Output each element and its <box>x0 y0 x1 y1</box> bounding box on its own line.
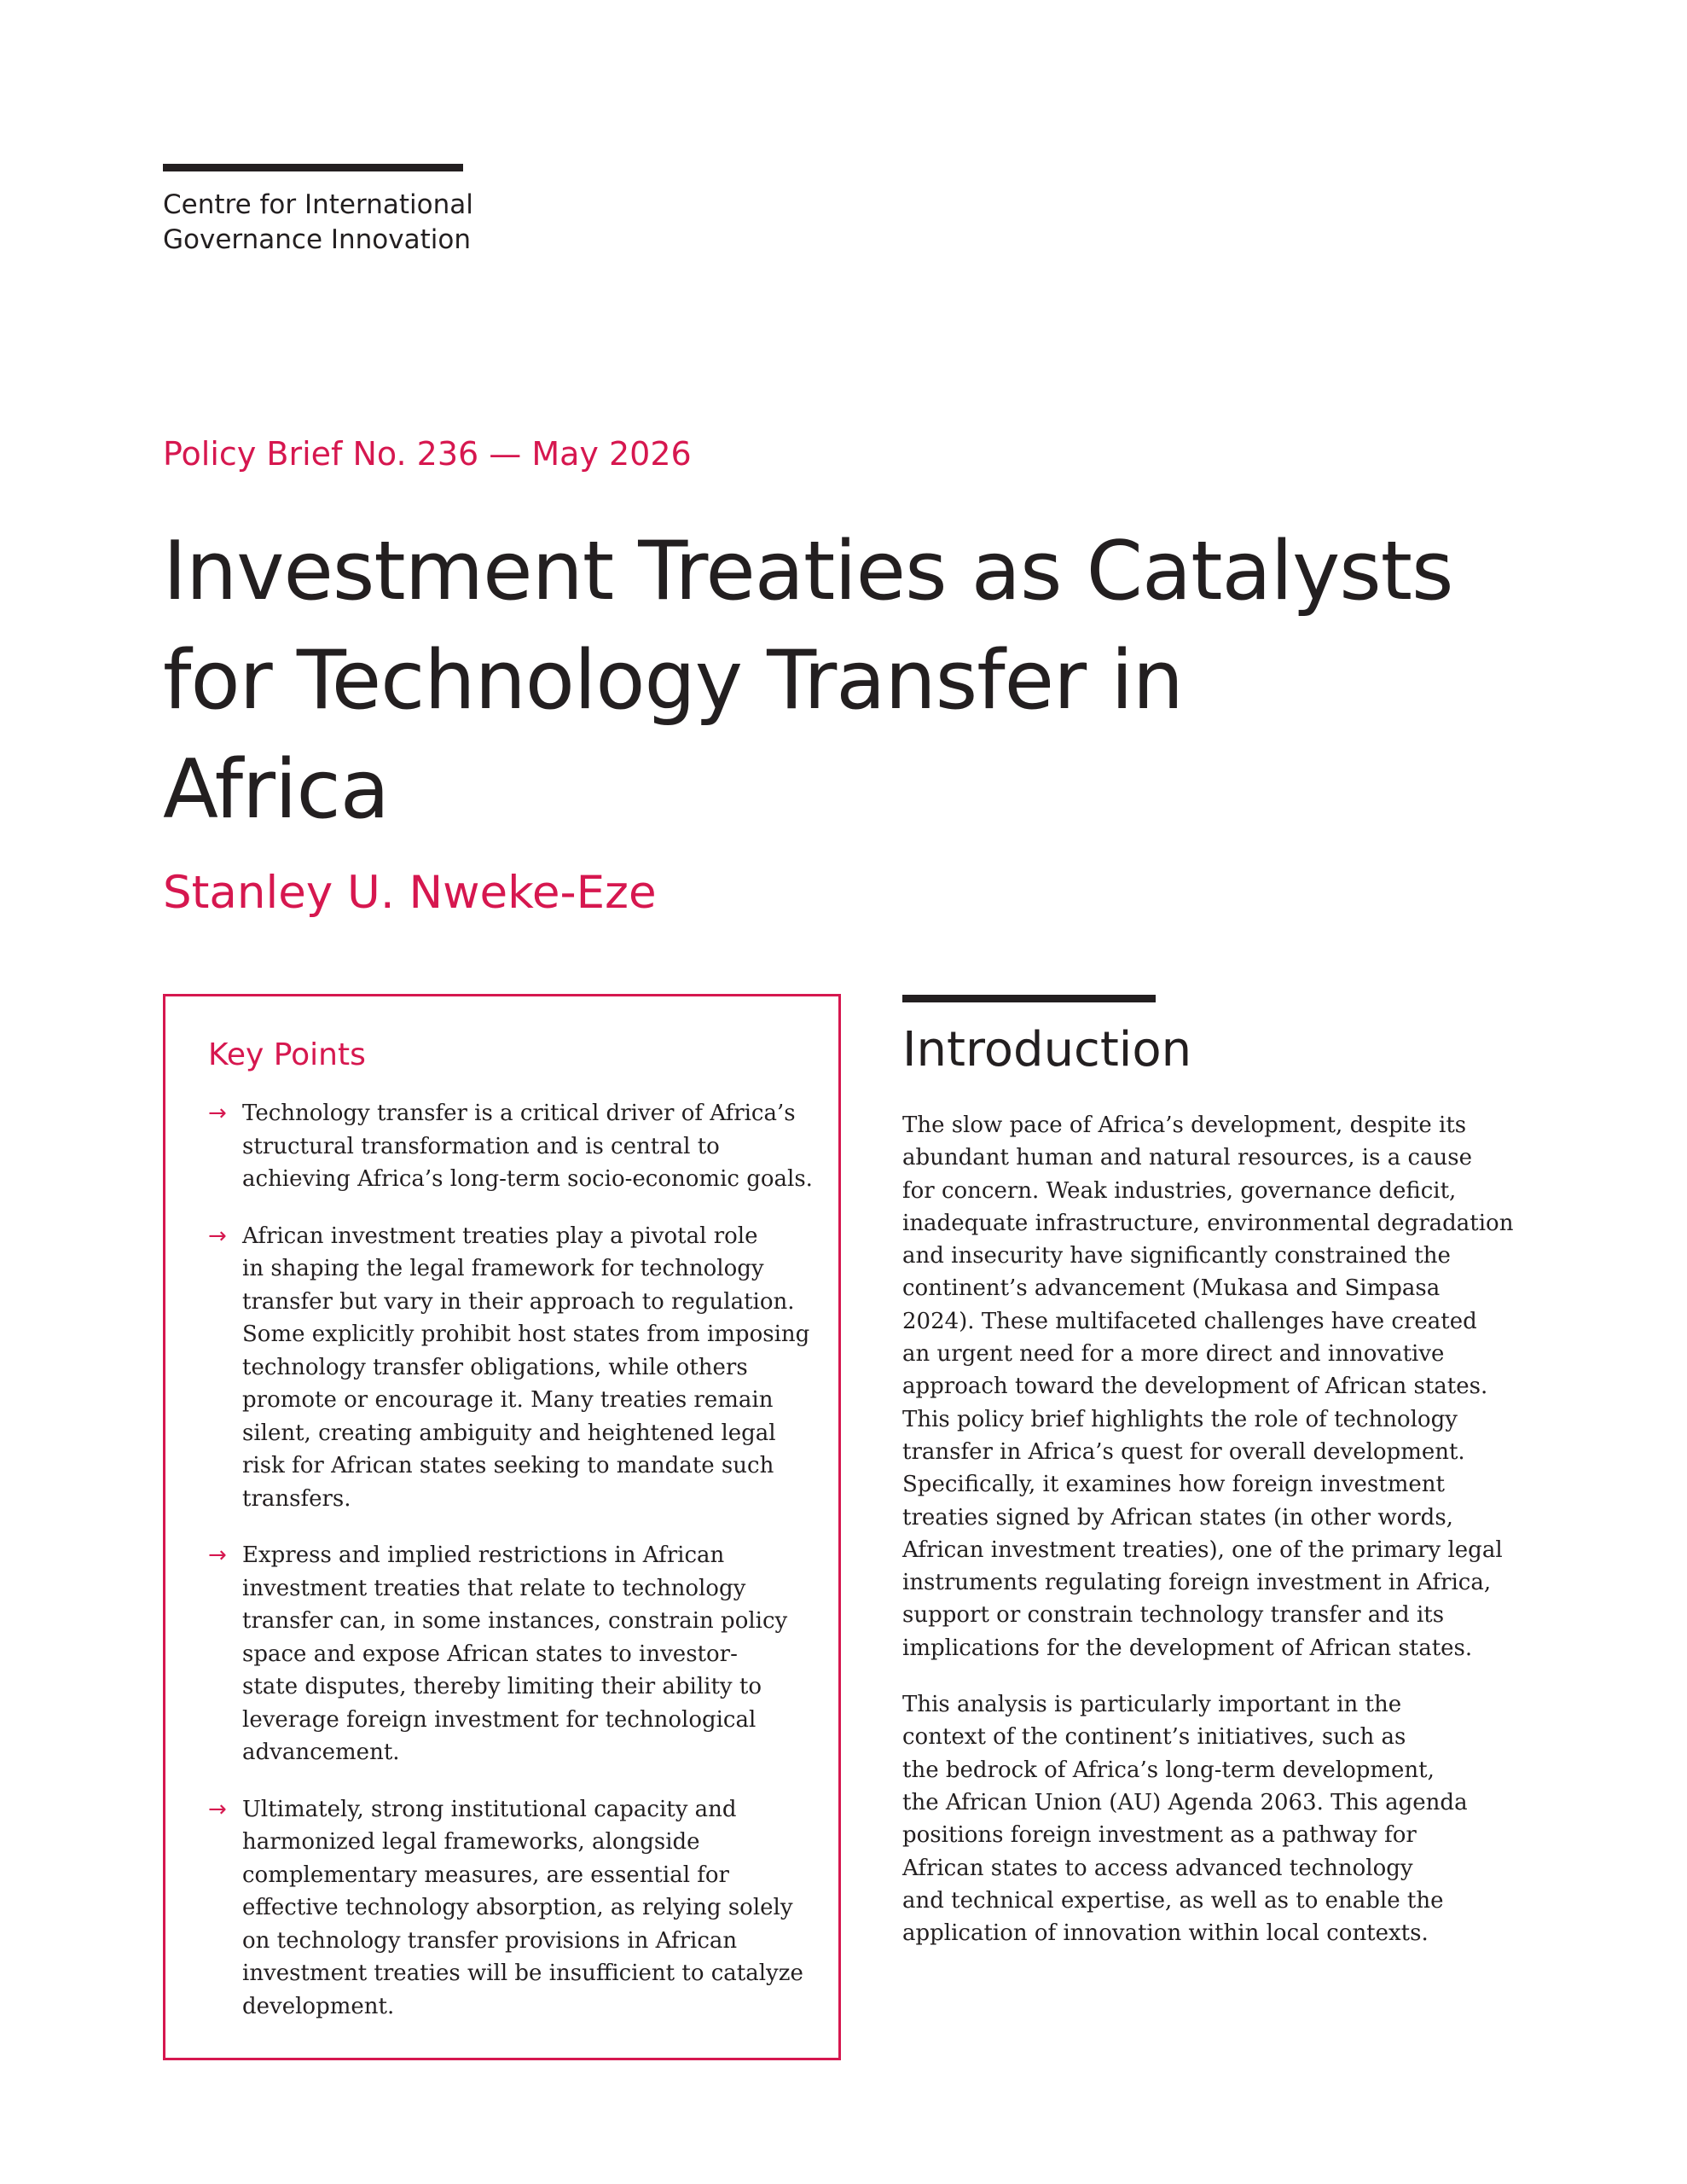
key-points-box <box>163 994 841 2060</box>
key-point-line: promote or encourage it. Many treaties remain <box>242 1387 774 1413</box>
key-point-line: risk for African states seeking to mandate such <box>242 1453 774 1478</box>
paragraph-line: and insecurity have significantly constrained the <box>902 1243 1451 1269</box>
key-point-line: silent, creating ambiguity and heightened legal <box>242 1420 776 1446</box>
key-point-line: in shaping the legal framework for technology <box>242 1256 764 1281</box>
paragraph-line: inadequate infrastructure, environmental degradation <box>902 1210 1514 1236</box>
paragraph-line: an urgent need for a more direct and innovative <box>902 1341 1445 1368</box>
arrow-right-icon: → <box>208 1796 227 1822</box>
document-title <box>163 517 1570 845</box>
key-point-line: transfers. <box>242 1485 351 1512</box>
introduction-paragraph <box>902 1688 1653 1949</box>
title-line: Investment Treaties as Catalysts <box>163 525 1453 619</box>
paragraph-line: 2024). These multifaceted challenges have created <box>902 1308 1477 1334</box>
key-point-line: investment treaties that relate to technology <box>242 1575 746 1601</box>
key-point-line: Technology transfer is a critical driver of Africa’s <box>242 1101 796 1126</box>
key-point-line: investment treaties will be insufficient to catalyze <box>242 1960 803 1986</box>
key-point-line: technology transfer obligations, while others <box>242 1354 748 1380</box>
paragraph-line: implications for the development of African states. <box>902 1635 1473 1661</box>
paragraph-line: African states to access advanced technology <box>902 1855 1413 1881</box>
key-point-line: harmonized legal frameworks, alongside <box>242 1829 700 1855</box>
paragraph-line: approach toward the development of African states. <box>902 1374 1488 1400</box>
paragraph-line: the bedrock of Africa’s long-term development, <box>902 1757 1435 1783</box>
arrow-right-icon: → <box>208 1542 227 1568</box>
arrow-right-icon: → <box>208 1223 227 1249</box>
key-point-line: Ultimately, strong institutional capacity and <box>242 1796 737 1822</box>
series-label: Policy Brief No. 236 — May 2026 <box>163 435 692 473</box>
key-point-line: structural transformation and is central to <box>242 1133 720 1159</box>
key-point-line: transfer can, in some instances, constrain policy <box>242 1608 788 1634</box>
header-rule <box>163 164 463 171</box>
paragraph-line: This policy brief highlights the role of technology <box>902 1406 1458 1432</box>
paragraph-line: and technical expertise, as well as to enable the <box>902 1887 1444 1914</box>
paragraph-line: support or constrain technology transfer and its <box>902 1602 1445 1629</box>
organization-name-line: Centre for International <box>163 189 473 220</box>
key-point-item <box>208 1539 822 1769</box>
paragraph-line: abundant human and natural resources, is a cause <box>902 1145 1473 1171</box>
key-points-heading: Key Points <box>208 1037 366 1072</box>
key-point-line: Express and implied restrictions in African <box>242 1542 725 1568</box>
key-points-list <box>208 1097 822 2047</box>
organization-name <box>163 188 473 258</box>
key-point-item <box>208 1793 822 2024</box>
key-point-line: on technology transfer provisions in African <box>242 1927 738 1954</box>
key-point-line: complementary measures, are essential for <box>242 1862 729 1888</box>
paragraph-line: continent’s advancement (Mukasa and Simpasa <box>902 1275 1441 1302</box>
title-line: Africa <box>163 743 389 837</box>
paragraph-line: treaties signed by African states (in other words, <box>902 1504 1453 1531</box>
key-point-line: state disputes, thereby limiting their ability to <box>242 1674 762 1699</box>
title-line: for Technology Transfer in <box>163 634 1183 728</box>
key-point-line: advancement. <box>242 1740 400 1765</box>
paragraph-line: context of the continent’s initiatives, such as <box>902 1724 1406 1751</box>
key-point-line: leverage foreign investment for technological <box>242 1706 757 1733</box>
paragraph-line: the African Union (AU) Agenda 2063. This agenda <box>902 1789 1468 1815</box>
introduction-heading: Introduction <box>902 1022 1192 1077</box>
paragraph-line: for concern. Weak industries, governance deficit, <box>902 1177 1457 1204</box>
paragraph-line: Specifically, it examines how foreign investment <box>902 1472 1445 1498</box>
paragraph-line: The slow pace of Africa’s development, despite its <box>902 1112 1467 1138</box>
introduction-paragraph <box>902 1109 1653 1664</box>
paragraph-line: transfer in Africa’s quest for overall development. <box>902 1438 1465 1465</box>
key-point-line: Some explicitly prohibit host states from imposing <box>242 1321 810 1347</box>
key-point-line: African investment treaties play a pivotal role <box>242 1223 758 1249</box>
organization-name-line: Governance Innovation <box>163 224 471 255</box>
key-point-item <box>208 1097 822 1196</box>
key-point-line: achieving Africa’s long-term socio-economic goals. <box>242 1166 813 1192</box>
paragraph-line: positions foreign investment as a pathway for <box>902 1822 1417 1849</box>
introduction-rule <box>902 995 1156 1002</box>
author-name: Stanley U. Nweke-Eze <box>163 867 657 919</box>
key-point-line: space and expose African states to investor- <box>242 1641 738 1667</box>
key-point-line: development. <box>242 1993 395 2019</box>
paragraph-line: application of innovation within local contexts. <box>902 1920 1429 1947</box>
paragraph-line: This analysis is particularly important in the <box>902 1692 1402 1718</box>
key-point-item <box>208 1220 822 1516</box>
paragraph-line: instruments regulating foreign investment in Africa, <box>902 1570 1492 1596</box>
introduction-body <box>902 1109 1653 1973</box>
arrow-right-icon: → <box>208 1101 227 1126</box>
key-point-line: transfer but vary in their approach to regulation. <box>242 1288 795 1315</box>
key-point-line: effective technology absorption, as relying solely <box>242 1895 793 1920</box>
paragraph-line: African investment treaties), one of the primary legal <box>902 1536 1503 1563</box>
